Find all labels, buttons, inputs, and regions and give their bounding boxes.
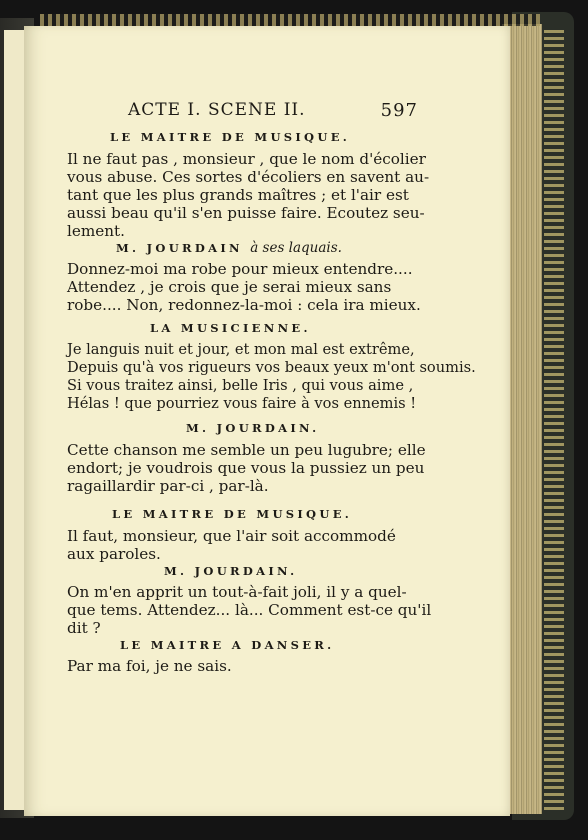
gilt-top-border [40,14,540,26]
speech-block [67,341,476,413]
text-line: tant que les plus grands maîtres ; et l'air est [67,186,409,204]
speaker-name: M. JOURDAIN [116,241,243,255]
running-header [128,100,418,126]
speech-block [67,441,426,495]
text-line: Cette chanson me semble un peu lugubre; elle [67,441,426,459]
text-line: lement. [67,222,125,240]
verse-line: Si vous traitez ainsi, belle Iris , qui vous aime , [67,377,414,394]
speaker-heading: M. JOURDAIN. [186,421,320,435]
text-line: robe.... Non, redonnez-la-moi : cela ira mieux. [67,296,421,314]
speaker-heading: LE MAITRE A DANSER. [120,638,335,652]
text-line: aux paroles. [67,545,161,563]
text-line: ragaillardir par-ci , par-là. [67,477,269,495]
speech-block [67,657,419,675]
verse-line: Je languis nuit et jour, et mon mal est extrême, [67,341,415,358]
text-line: aussi beau qu'il s'en puisse faire. Ecoutez seu- [67,204,425,222]
running-title: ACTE I. SCENE II. [128,100,306,120]
speaker-heading: LE MAITRE DE MUSIQUE. [110,130,351,144]
speech-block [67,583,432,637]
text-line: dit ? [67,619,101,637]
speaker-heading: M. JOURDAIN. [164,564,298,578]
gilt-ornament-border [544,30,564,810]
text-line: Il faut, monsieur, que l'air soit accommodé [67,527,396,545]
text-line: endort; je voudrois que vous la pussiez un peu [67,459,425,477]
text-line: que tems. Attendez... là... Comment est-ce qu'il [67,601,432,619]
text-line: vous abuse. Ces sortes d'écoliers en savent au- [67,168,430,186]
page-number: 597 [380,100,418,121]
text-line: Il ne faut pas , monsieur , que le nom d'écolier [67,150,426,168]
speaker-heading: LE MAITRE DE MUSIQUE. [112,507,353,521]
speech-block [67,260,419,314]
text-line: On m'en apprit un tout-à-fait joli, il y a quel- [67,583,407,601]
book-page [24,26,510,816]
verse-line: Hélas ! que pourriez vous faire à vos ennemis ! [67,395,417,412]
text-line: Par ma foi, je ne sais. [67,657,232,675]
stage-direction: à ses laquais. [250,240,342,256]
speaker-heading: LA MUSICIENNE. [150,321,311,335]
verse-line: Depuis qu'à vos rigueurs vos beaux yeux m'ont soumis. [67,359,476,376]
text-line: Attendez , je crois que je serai mieux sans [67,278,392,296]
speech-block [67,150,430,240]
text-line: Donnez-moi ma robe pour mieux entendre.... [67,260,413,278]
speech-block [67,527,419,563]
speaker-heading [116,240,342,256]
